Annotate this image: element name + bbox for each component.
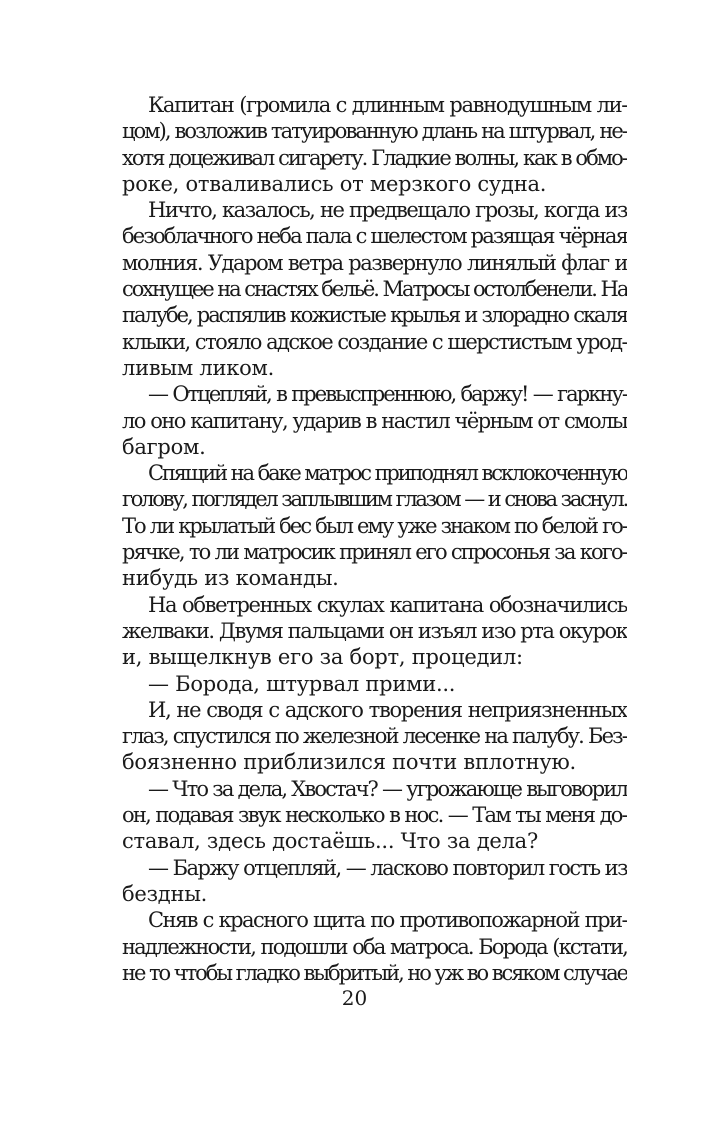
text-line: желваки. Двумя пальцами он изъял изо рта окурок [122, 618, 627, 643]
text-line: ставал, здесь достаёшь... Что за дела? [122, 829, 538, 854]
text-line: Сняв с красного щита по противопожарной при- [148, 908, 627, 933]
text-line: Ничто, казалось, не предвещало грозы, когда из [148, 198, 627, 223]
book-page-text [122, 92, 627, 986]
text-line: — Баржу отцепляй, — ласково повторил гость из [148, 855, 627, 880]
text-line: цом), возложив татуированную длань на штурвал, не- [122, 119, 627, 144]
text-line: — Что за дела, Хвостач? — угрожающе выговорил [148, 776, 627, 801]
text-line: и, выщелкнув его за борт, процедил: [122, 645, 523, 670]
text-line: бездны. [122, 881, 208, 906]
text-line: надлежности, подошли оба матроса. Борода (кстати, [122, 934, 627, 959]
text-line: хотя доцеживал сигарету. Гладкие волны, как в обмо- [122, 145, 627, 170]
text-line: безоблачного неба пала с шелестом разящая чёрная [122, 224, 627, 249]
text-line: Спящий на баке матрос приподнял всклокоченную [148, 461, 627, 486]
text-line: И, не сводя с адского творения неприязненных [148, 697, 627, 722]
text-line: он, подавая звук несколько в нос. — Там ты меня до- [122, 803, 627, 828]
text-line: Капитан (громила с длинным равнодушным ли- [148, 93, 627, 117]
text-line: нибудь из команды. [122, 566, 339, 591]
page-number: 20 [341, 986, 368, 1010]
text-line: молния. Ударом ветра развернуло линялый флаг и [122, 250, 627, 275]
text-line: палубе, распялив кожистые крылья и злорадно скаля [122, 303, 627, 328]
text-line: сохнущее на снастях бельё. Матросы остолбенели. На [122, 277, 627, 302]
text-line: На обветренных скулах капитана обозначились [148, 592, 627, 617]
text-line: глаз, спустился по железной лесенке на палубу. Без- [122, 724, 627, 749]
text-line: — Отцепляй, в превыспреннюю, баржу! — гаркну- [148, 382, 627, 407]
text-line: — Борода, штурвал прими... [148, 671, 456, 696]
text-line: не то чтобы гладко выбритый, но уж во всяком случае [122, 960, 627, 985]
text-line: роке, отваливались от мерзкого судна. [122, 171, 547, 196]
text-line: ло оно капитану, ударив в настил чёрным от смолы [122, 408, 627, 433]
text-line: ливым ликом. [122, 355, 274, 380]
text-line: клыки, стояло адское создание с шерстистым урод- [122, 329, 627, 354]
text-line: багром. [122, 434, 206, 459]
text-line: То ли крылатый бес был ему уже знаком по белой го- [122, 513, 627, 538]
text-line: боязненно приблизился почти вплотную. [122, 750, 576, 775]
text-line: рячке, то ли матросик принял его спросонья за кого- [122, 540, 627, 565]
text-line: голову, поглядел заплывшим глазом — и снова заснул. [122, 487, 627, 512]
